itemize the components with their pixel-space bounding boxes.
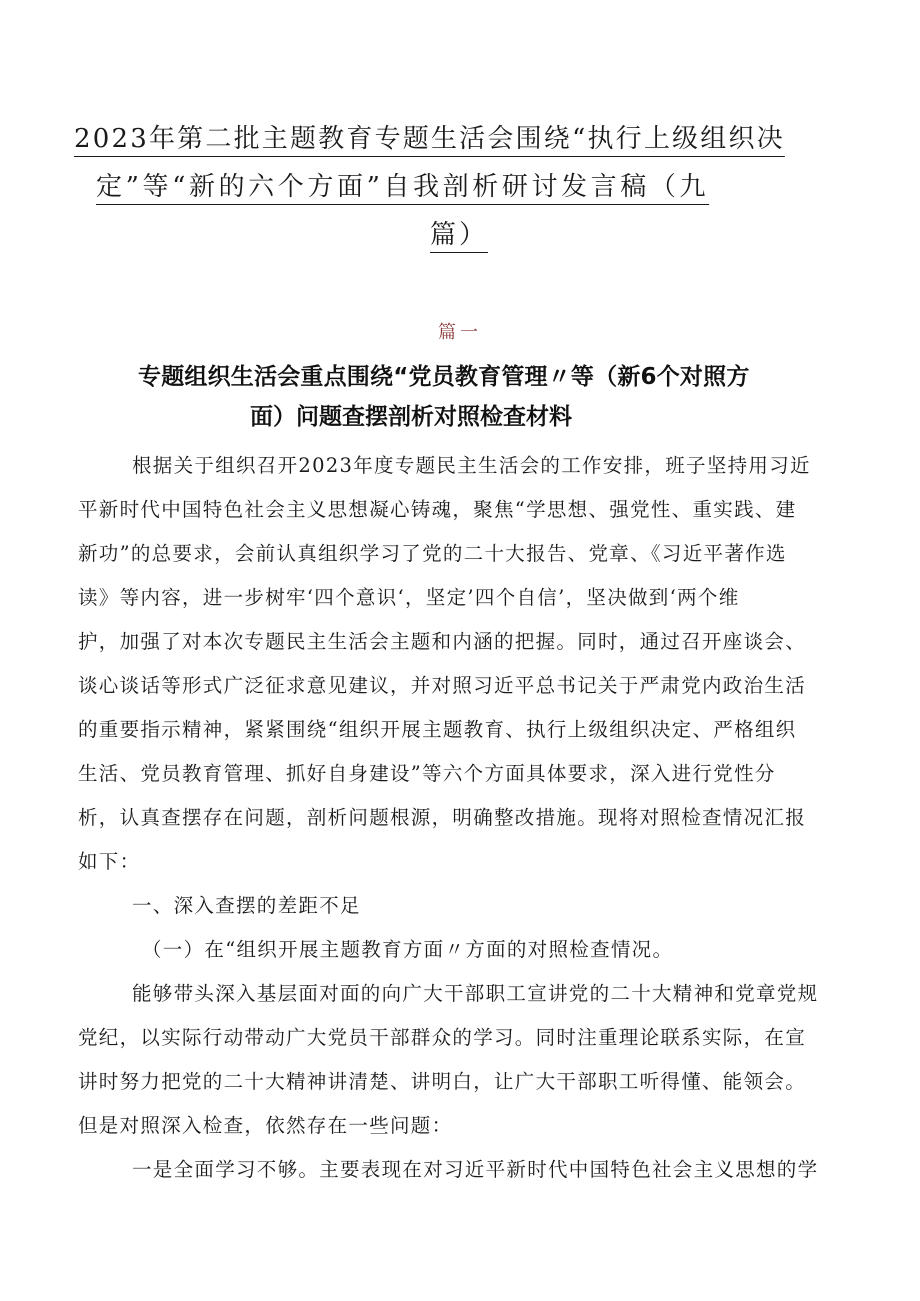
section-heading-1: 一、深入查摆的差距不足 (132, 894, 361, 917)
document-title-line-3 (430, 214, 920, 251)
body-line-13: 能够带头深入基层面对面的向广大干部职工宣讲党的二十大精神和党章党规 (132, 982, 819, 1005)
document-title-text-2: 定”等“新的六个方面”自我剖析研讨发言稿（九 (96, 172, 710, 202)
body-line-7: 的重要指示精神，紧紧围绕“组织开展主题教育、执行上级组织决定、严格组织 (78, 718, 797, 741)
subsection-heading-1: （一）在“组织开展主题教育方面〃方面的对照检查情况。 (142, 938, 674, 961)
body-line-4: 读》等内容，进一步树牢‘四个意识‘，坚定’四个自信’，坚决做到‘两个维 (78, 586, 740, 609)
document-title-line-2 (96, 166, 886, 203)
body-line-2: 平新时代中国特色社会主义思想凝心铸魂，聚焦“学思想、强党性、重实践、建 (78, 498, 797, 521)
body-line-17: 一是全面学习不够。主要表现在对习近平新时代中国特色社会主义思想的学 (132, 1158, 819, 1181)
section-label: 篇一 (438, 322, 482, 343)
body-line-3: 新功”的总要求，会前认真组织学习了党的二十大报告、党章、《习近平著作选 (78, 542, 787, 565)
body-line-16: 但是对照深入检查，依然存在一些问题： (78, 1114, 453, 1137)
subtitle-line-1: 专题组织生活会重点围绕“党员教育管理〃等（新6个对照方 (138, 364, 750, 390)
body-line-14: 党纪，以实际行动带动广大党员干部群众的学习。同时注重理论联系实际，在宣 (78, 1026, 807, 1049)
document-title-line-1 (74, 118, 864, 155)
body-line-8: 生活、党员教育管理、抓好自身建设”等六个方面具体要求，深入进行党性分 (78, 762, 776, 785)
subtitle-line-2: 面）问题查摆剖析对照检查材料 (250, 404, 572, 430)
document-title-text-3: 篇） (430, 220, 489, 250)
body-line-6: 谈心谈话等形式广泛征求意见建议，并对照习近平总书记关于严肃党内政治生活 (78, 674, 807, 697)
body-line-5: 护，加强了对本次专题民主生活会主题和内涵的把握。同时，通过召开座谈会、 (78, 630, 807, 653)
body-line-1: 根据关于组织召开2023年度专题民主生活会的工作安排，班子坚持用习近 (132, 454, 811, 477)
body-line-15: 讲时努力把党的二十大精神讲清楚、讲明白，让广大干部职工听得懂、能领会。 (78, 1070, 807, 1093)
document-title-text-1: 2023年第二批主题教育专题生活会围绕“执行上级组织决 (74, 124, 785, 154)
body-line-10: 如下： (78, 850, 141, 873)
body-line-9: 析，认真查摆存在问题，剖析问题根源，明确整改措施。现将对照检查情况汇报 (78, 806, 807, 829)
